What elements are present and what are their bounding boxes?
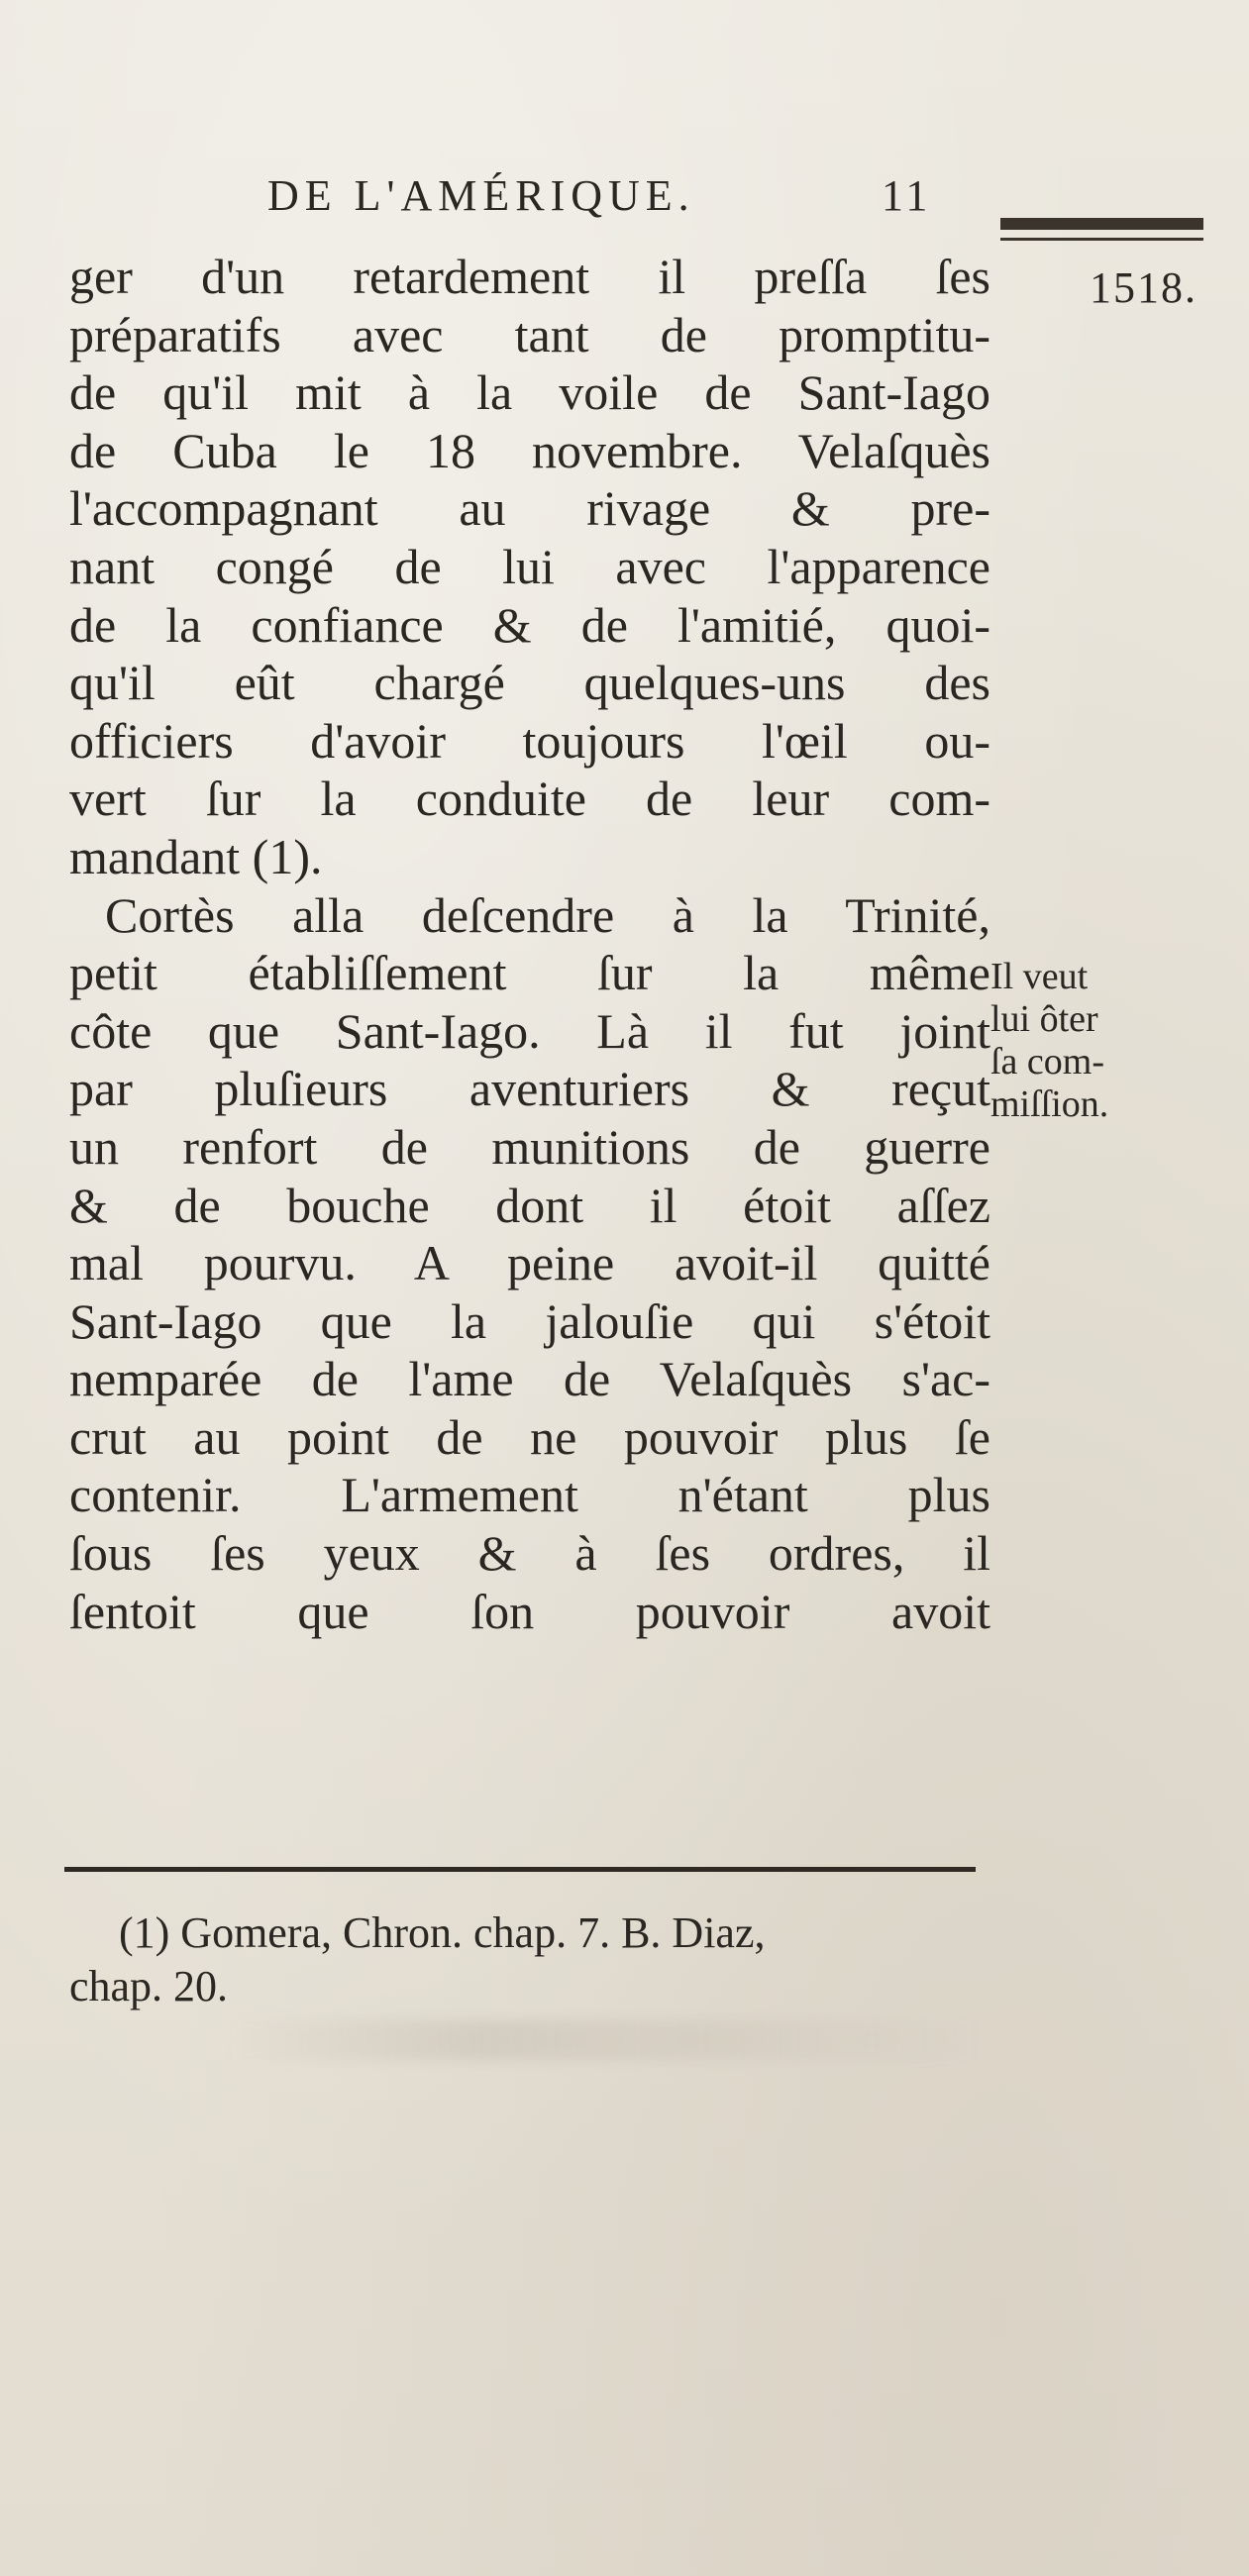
margin-note [990,956,1218,1126]
margin-year: 1518. [1090,263,1197,312]
body-line: crut au point de ne pouvoir plus ſe [69,1408,990,1465]
body-line: officiers d'avoir toujours l'œil ou- [69,712,990,769]
margin-note-line: lui ôter [990,998,1098,1040]
body-line: de la confiance & de l'amitié, quoi- [69,596,990,653]
body-line: qu'il eût chargé quelques-uns des [69,655,990,711]
body-line: ſous ſes yeux & à ſes ordres, il [69,1525,990,1582]
body-line: mal pourvu. A peine avoit-il quitté [69,1235,990,1291]
body-line: & de bouche dont il étoit aſſez [69,1177,990,1233]
margin-rule-thick [1000,218,1203,230]
page-header [267,170,990,230]
body-line: vert ſur la conduite de leur com- [69,771,990,827]
footnote-line: chap. 20. [69,1962,229,2010]
body-line: de Cuba le 18 novembre. Velaſquès [69,422,990,478]
body-text [69,248,990,1640]
body-line: côte que Sant-Iago. Là il fut joint [69,1002,990,1059]
page-number: 11 [882,171,932,220]
footnote [69,1906,990,2013]
body-line: ger d'un retardement il preſſa ſes [69,249,990,304]
body-line: petit établiſſement ſur la même [69,945,990,1001]
show-through-smudge [228,2020,981,2060]
body-line: Sant-Iago que la jalouſie qui s'étoit [69,1292,990,1349]
body-line: un renfort de munitions de guerre [69,1118,990,1175]
body-line: ſentoit que ſon pouvoir avoit [69,1583,990,1639]
body-line: mandant (1). [69,828,323,884]
body-line: nemparée de l'ame de Velaſquès s'ac- [69,1351,990,1407]
running-head: DE L'AMÉRIQUE. [267,171,695,220]
body-line: Cortès alla deſcendre à la Trinité, [105,886,990,943]
body-line: par pluſieurs aventuriers & reçut [69,1061,990,1117]
margin-note-line: miſſion. [990,1083,1109,1125]
body-line: contenir. L'armement n'étant plus [69,1467,990,1523]
footnote-line: (1) Gomera, Chron. chap. 7. B. Diaz, [119,1908,766,1957]
margin-note-line: Il veut [990,956,1089,997]
body-line: de qu'il mit à la voile de Sant-Iago [69,364,990,421]
margin-note-line: ſa com- [990,1041,1105,1082]
footnote-rule [64,1867,976,1872]
body-line: l'accompagnant au rivage & pre- [69,480,990,537]
margin-rule-thin [1000,238,1203,241]
body-line: préparatifs avec tant de promptitu- [69,306,990,362]
body-line: nant congé de lui avec l'apparence [69,538,990,594]
